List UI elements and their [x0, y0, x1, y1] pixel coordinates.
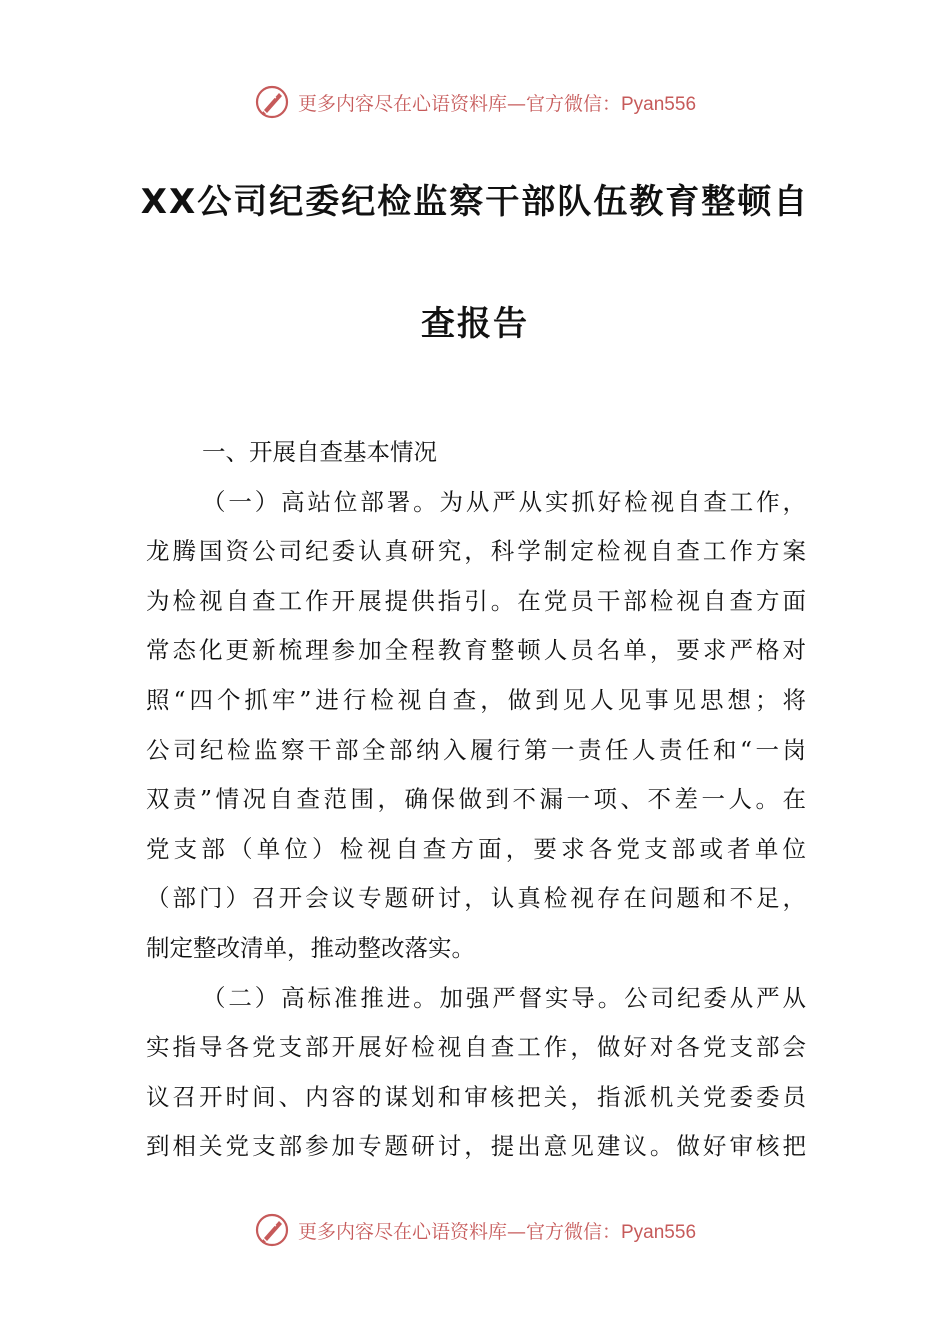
paragraph-line: 公司纪检监察干部全部纳入履行第一责任人责任和“一岗 — [146, 735, 806, 764]
paragraph-line: 制定整改清单，推动整改落实。 — [146, 933, 475, 962]
paragraph-line: 议召开时间、内容的谋划和审核把关，指派机关党委委员 — [146, 1082, 806, 1111]
pen-circle-logo-icon — [254, 1212, 290, 1248]
paragraph-line: （部门）召开会议专题研讨，认真检视存在问题和不足， — [146, 884, 806, 913]
watermark-text: 更多内容尽在心语资料库—官方微信：Pyan556 — [297, 1220, 697, 1243]
document-body — [146, 428, 806, 1172]
watermark-wechat-id: Pyan556 — [621, 1221, 697, 1243]
paragraph-line: 到相关党支部参加专题研讨，提出意见建议。做好审核把 — [146, 1132, 806, 1161]
document-title-line1: XX公司纪委纪检监察干部队伍教育整顿自 — [140, 182, 810, 222]
watermark-text: 更多内容尽在心语资料库—官方微信：Pyan556 — [297, 92, 697, 115]
paragraph-line: 照“四个抓牢”进行检视自查，做到见人见事见思想；将 — [146, 685, 806, 714]
paragraph-line: 为检视自查工作开展提供指引。在党员干部检视自查方面 — [146, 586, 806, 615]
paragraph-line: （一）高站位部署。为从严从实抓好检视自查工作， — [202, 487, 806, 516]
paragraph-line: （二）高标准推进。加强严督实导。公司纪委从严从 — [202, 983, 806, 1012]
watermark-header — [0, 80, 950, 124]
paragraph-line: 实指导各党支部开展好检视自查工作，做好对各党支部会 — [146, 1033, 806, 1062]
paragraph-line: 常态化更新梳理参加全程教育整顿人员名单，要求严格对 — [146, 636, 806, 665]
paragraph-line: 党支部（单位）检视自查方面，要求各党支部或者单位 — [146, 834, 806, 863]
watermark-footer — [0, 1208, 950, 1252]
paragraph-line: 龙腾国资公司纪委认真研究，科学制定检视自查工作方案 — [146, 537, 806, 566]
paragraph-line: 双责”情况自查范围，确保做到不漏一项、不差一人。在 — [146, 785, 806, 814]
pen-circle-logo-icon — [254, 84, 290, 120]
document-title-line2: 查报告 — [421, 304, 529, 344]
watermark-wechat-id: Pyan556 — [621, 93, 697, 115]
section-heading: 一、开展自查基本情况 — [202, 438, 437, 466]
